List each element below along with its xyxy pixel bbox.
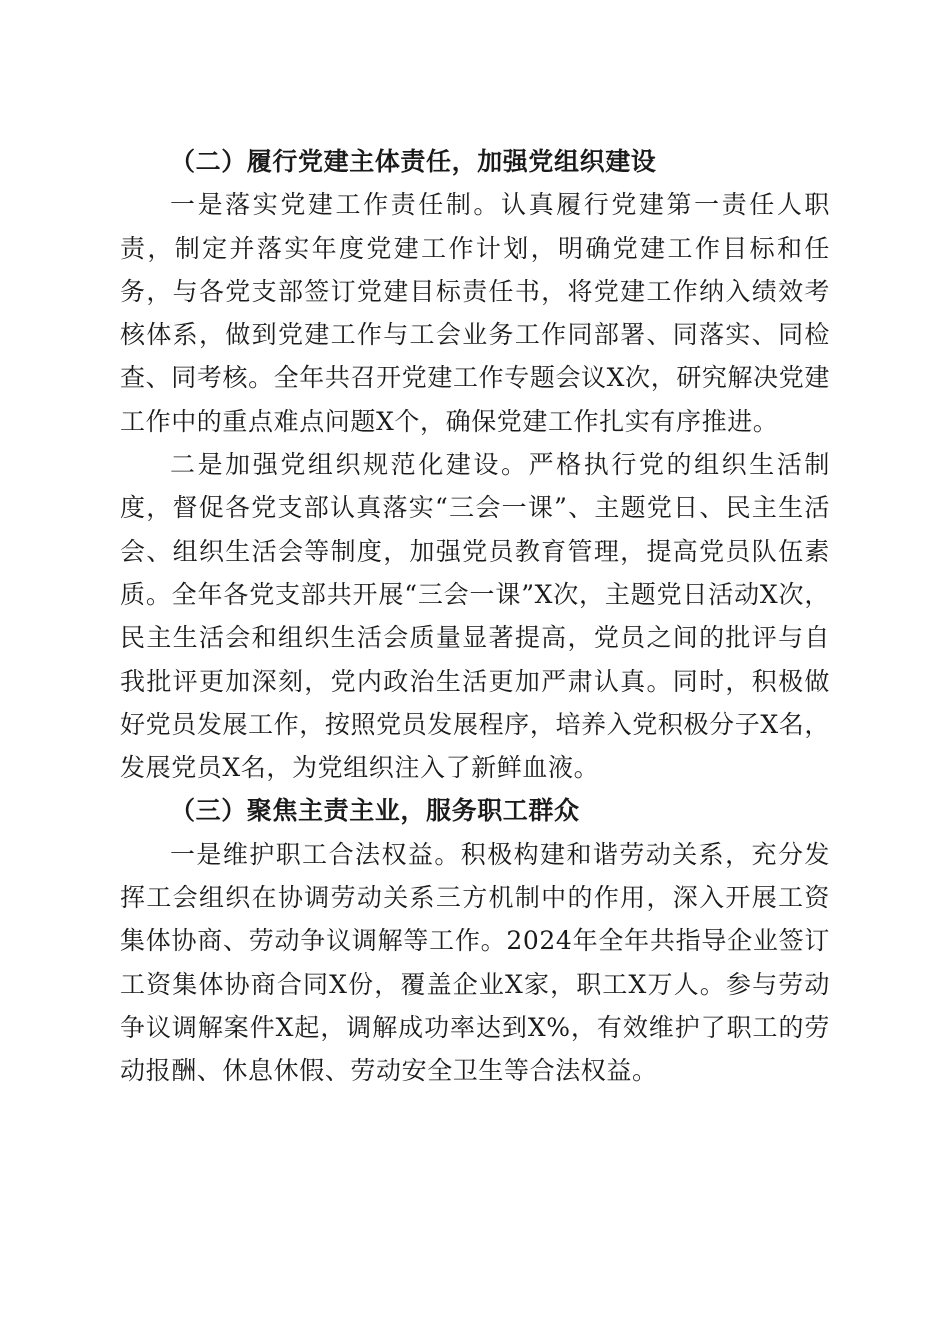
section-heading-3: （三）聚焦主责主业，服务职工群众 <box>170 796 580 826</box>
paragraph-party-organization: 二是加强党组织规范化建设。严格执行党的组织生活制度，督促各党支部认真落实“三会一课”、主题党日、民主生活会、组织生活会等制度，加强党员教育管理，提高党员队伍素质。全年各党支部共开展“三会一课”X次，主题党日活动X次，民主生活会和组织生活会质量显著提高，党员之间的批评与自我批评更加深刻，党内政治生活更加严肃认真。同时，积极做好党员发展工作，按照党员发展程序，培养入党积极分子X名，发展党员X名，为党组织注入了新鲜血液。 <box>120 450 830 783</box>
paragraph-party-responsibility: 一是落实党建工作责任制。认真履行党建第一责任人职责，制定并落实年度党建工作计划，明确党建工作目标和任务，与各党支部签订党建目标责任书，将党建工作纳入绩效考核体系，做到党建工作与工会业务工作同部署、同落实、同检查、同考核。全年共召开党建工作专题会议X次，研究解决党建工作中的重点难点问题X个，确保党建工作扎实有序推进。 <box>120 190 830 436</box>
section-heading-2: （二）履行党建主体责任，加强党组织建设 <box>170 147 657 176</box>
document-body <box>120 140 830 1093</box>
paragraph-worker-rights: 一是维护职工合法权益。积极构建和谐劳动关系，充分发挥工会组织在协调劳动关系三方机制中的作用，深入开展工资集体协商、劳动争议调解等工作。2024年全年共指导企业签订工资集体协商合同X份，覆盖企业X家，职工X万人。参与劳动争议调解案件X起，调解成功率达到X%，有效维护了职工的劳动报酬、休息休假、劳动安全卫生等合法权益。 <box>120 839 830 1086</box>
